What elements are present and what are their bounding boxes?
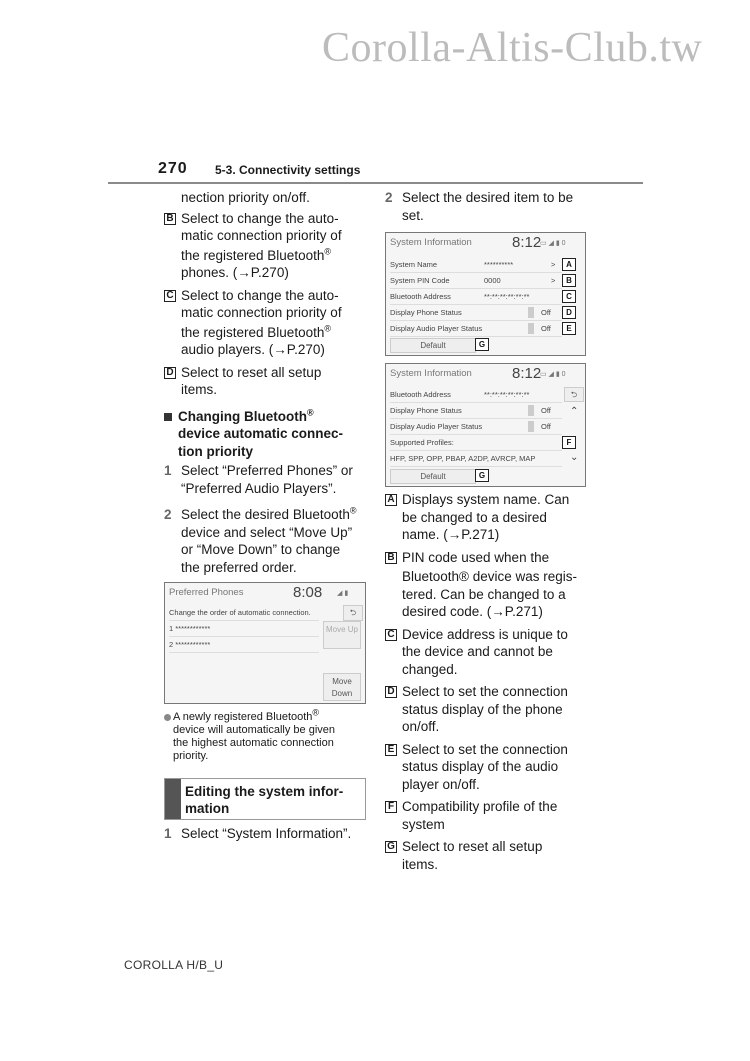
row-value: ********** <box>484 260 514 269</box>
step-line: “Preferred Audio Players”. <box>181 480 337 496</box>
item-c-line: Select to change the auto- <box>181 287 339 303</box>
heading-line: Editing the system infor- <box>185 784 344 799</box>
key-d: D <box>385 686 397 698</box>
legend-line: tered. Can be changed to a <box>402 586 566 602</box>
legend-line: status display of the audio <box>402 759 559 774</box>
subheading-line: Changing Bluetooth <box>178 408 307 424</box>
registered-mark: ® <box>324 246 331 256</box>
section-heading-box <box>164 778 366 820</box>
chevron-right-icon: > <box>551 260 556 269</box>
note-line: A newly registered Bluetooth <box>173 711 313 723</box>
default-button[interactable]: Default <box>390 338 476 353</box>
step-number: 2 <box>164 507 172 522</box>
registered-mark: ® <box>306 407 314 417</box>
phone-row-1[interactable]: 1 ************ <box>169 621 319 637</box>
clock: 8:12 <box>512 365 542 382</box>
note-line: device will automatically be given <box>173 724 336 736</box>
footer-model: COROLLA H/B_U <box>124 958 224 972</box>
legend-item-a <box>385 491 590 544</box>
legend-line: status display of the phone <box>402 701 563 717</box>
item-b <box>164 210 369 282</box>
row-system-name[interactable] <box>390 257 562 273</box>
row-profiles-list <box>390 451 562 467</box>
step-line: or “Move Down” to change <box>181 542 341 557</box>
subheading-line: device automatic connec- <box>178 426 344 441</box>
step-number: 2 <box>385 190 393 205</box>
subheading-line: tion priority <box>178 443 253 459</box>
status-icons: ▭ ◢ ▮ 0 <box>540 240 566 247</box>
key-b: B <box>385 552 397 564</box>
registered-mark: ® <box>312 707 320 718</box>
registered-mark: ® <box>349 505 357 516</box>
row-value: 0000 <box>484 276 501 285</box>
callout-g: G <box>475 469 489 482</box>
row-label: Display Audio Player Status <box>390 422 483 431</box>
continued-text: nection priority on/off. <box>181 190 310 205</box>
phone-row-2[interactable]: 2 ************ <box>169 637 319 653</box>
legend-item-e <box>385 741 590 794</box>
row-label: Supported Profiles: <box>390 438 454 447</box>
row-value: Off <box>541 406 551 415</box>
row-label: Bluetooth Address <box>390 292 451 301</box>
row-label: Bluetooth Address <box>390 390 451 399</box>
system-info-screen-1 <box>385 232 586 356</box>
callout-g: G <box>475 338 489 351</box>
row-phone-status[interactable] <box>390 403 562 419</box>
instruction-text: Change the order of automatic connection. <box>169 605 319 621</box>
key-e: E <box>385 744 397 756</box>
row-value: Off <box>541 324 551 333</box>
step-number: 1 <box>164 463 172 478</box>
legend-item-c <box>385 626 590 679</box>
legend-line: name. (→P.271) <box>402 527 500 542</box>
legend-line: changed. <box>402 661 458 677</box>
legend-line: Displays system name. Can <box>402 492 570 507</box>
subheading <box>164 408 369 461</box>
key-f: F <box>385 801 397 813</box>
chevron-right-icon: > <box>551 276 556 285</box>
item-d-line: Select to reset all setup <box>181 364 322 380</box>
row-label: Display Phone Status <box>390 308 462 317</box>
section-title: 5-3. Connectivity settings <box>215 163 361 177</box>
default-button[interactable]: Default <box>390 469 476 484</box>
clock: 8:08 <box>293 584 323 601</box>
step-line: Select the desired item to be <box>402 190 574 205</box>
status-icons: ▭ ◢ ▮ 0 <box>540 371 566 378</box>
screen-title: System Information <box>390 237 472 248</box>
status-icons: ◢ ▮ <box>337 590 349 597</box>
step-2 <box>164 506 369 576</box>
toggle-indicator <box>528 405 534 416</box>
legend-item-b <box>385 549 590 621</box>
item-b-line: the registered Bluetooth <box>181 247 325 263</box>
watermark: Corolla-Altis-Club.tw <box>322 25 703 71</box>
callout-b: B <box>562 274 576 287</box>
legend-line: player on/off. <box>402 776 480 792</box>
step-line: Select “Preferred Phones” or <box>181 463 353 478</box>
note-line: the highest automatic connection <box>173 737 334 749</box>
toggle-indicator <box>528 307 534 318</box>
legend-line: items. <box>402 856 439 872</box>
heading-line: mation <box>185 801 230 816</box>
step-line: set. <box>402 207 424 223</box>
row-label: Display Audio Player Status <box>390 324 483 333</box>
row-value: **:**:**:**:**:** <box>484 390 530 399</box>
legend-line: be changed to a desired <box>402 509 547 525</box>
note <box>164 707 378 763</box>
callout-a: A <box>562 258 576 271</box>
legend-list <box>385 491 590 878</box>
step-2-right <box>385 189 607 224</box>
key-c: C <box>164 290 176 302</box>
key-b: B <box>164 213 176 225</box>
item-c-line: audio players. (→P.270) <box>181 342 325 357</box>
step-line: Select the desired Bluetooth <box>181 507 350 522</box>
legend-line: Compatibility profile of the <box>402 799 558 814</box>
row-bt-address <box>390 387 562 403</box>
step-line: the preferred order. <box>181 559 297 575</box>
key-d: D <box>164 367 176 379</box>
key-g: G <box>385 841 397 853</box>
step-1 <box>164 462 369 497</box>
legend-item-g <box>385 838 590 873</box>
item-c-line: the registered Bluetooth <box>181 324 325 340</box>
legend-line: PIN code used when the <box>402 549 550 565</box>
item-b-line: matic connection priority of <box>181 228 342 243</box>
page-number: 270 <box>158 160 188 177</box>
row-label: System PIN Code <box>390 276 450 285</box>
heading-bar <box>165 779 181 819</box>
callout-f: F <box>562 436 576 449</box>
note-line: priority. <box>173 750 209 762</box>
item-c-line: matic connection priority of <box>181 305 342 320</box>
screen-title: System Information <box>390 368 472 379</box>
item-b-line: Select to change the auto- <box>181 210 339 226</box>
row-value: Off <box>541 422 551 431</box>
registered-mark: ® <box>324 323 331 333</box>
legend-line: system <box>402 816 445 832</box>
step-number: 1 <box>164 826 172 841</box>
row-value: Off <box>541 308 551 317</box>
bullet-dot-icon <box>164 714 171 721</box>
row-supported-profiles <box>390 435 562 451</box>
row-label: System Name <box>390 260 438 269</box>
callout-d: D <box>562 306 576 319</box>
legend-item-d <box>385 683 590 736</box>
move-down-button[interactable]: Move Down <box>323 673 361 701</box>
row-bt-address <box>390 289 562 305</box>
square-bullet-icon <box>164 413 172 421</box>
legend-line: desired code. (→P.271) <box>402 604 543 619</box>
legend-line: the device and cannot be <box>402 644 553 659</box>
legend-line: Bluetooth® device was regis- <box>402 569 578 584</box>
row-audio-status[interactable] <box>390 321 562 337</box>
toggle-indicator <box>528 421 534 432</box>
legend-item-f <box>385 798 590 833</box>
item-b-line: phones. (→P.270) <box>181 265 289 280</box>
preferred-phones-screen <box>164 582 366 704</box>
callout-e: E <box>562 322 576 335</box>
back-button[interactable]: ⮌ <box>564 387 584 402</box>
item-d-line: items. <box>181 382 218 397</box>
key-a: A <box>385 494 397 506</box>
back-button[interactable]: ⮌ <box>343 605 363 621</box>
move-up-button[interactable]: Move Up <box>323 621 361 649</box>
row-label: Display Phone Status <box>390 406 462 415</box>
row-audio-status[interactable] <box>390 419 562 435</box>
legend-line: Select to set the connection <box>402 741 568 757</box>
item-c <box>164 287 369 359</box>
row-phone-status[interactable] <box>390 305 562 321</box>
system-info-screen-2 <box>385 363 586 487</box>
screen-title: Preferred Phones <box>169 587 244 598</box>
toggle-indicator <box>528 323 534 334</box>
row-label: HFP, SPP, OPP, PBAP, A2DP, AVRCP, MAP <box>390 454 536 463</box>
callout-c: C <box>562 290 576 303</box>
step-line: device and select “Move Up” <box>181 524 353 540</box>
scroll-down-icon[interactable]: ⌄ <box>570 452 579 463</box>
step-line: Select “System Information”. <box>181 826 352 841</box>
step-1-system <box>164 825 386 843</box>
left-column <box>164 189 369 576</box>
row-value: **:**:**:**:**:** <box>484 292 530 301</box>
row-pin-code[interactable] <box>390 273 562 289</box>
scroll-up-icon[interactable]: ⌃ <box>570 406 579 417</box>
header-rule <box>108 182 643 184</box>
legend-line: Select to reset all setup <box>402 839 543 854</box>
clock: 8:12 <box>512 234 542 251</box>
legend-line: Device address is unique to <box>402 626 568 642</box>
item-d <box>164 364 369 399</box>
legend-line: on/off. <box>402 719 440 734</box>
key-c: C <box>385 629 397 641</box>
legend-line: Select to set the connection <box>402 684 568 699</box>
